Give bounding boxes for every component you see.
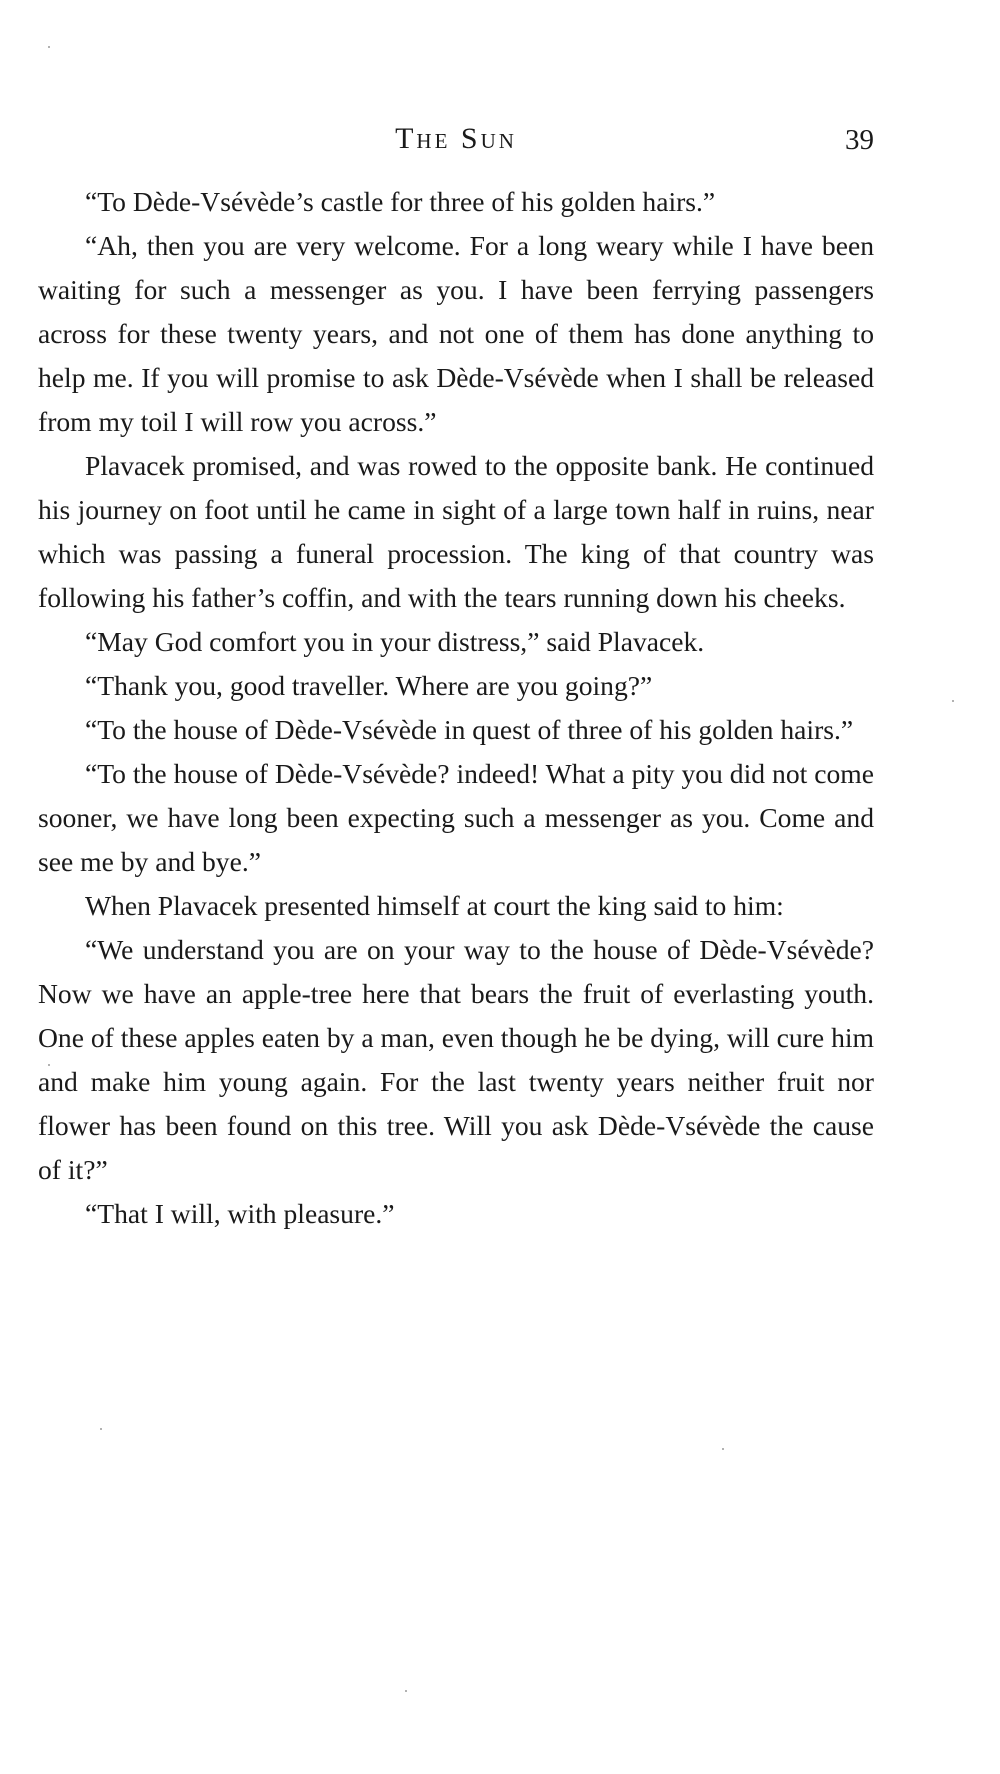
paragraph: “To the house of Dède-Vsévède? indeed! What a pity you did not come sooner, we have long been expecting such a messenger as you. Come and see me by and bye.” xyxy=(38,758,874,877)
paragraph: “To the house of Dède-Vsévède in quest of three of his golden hairs.” xyxy=(85,714,854,745)
paragraph: “May God comfort you in your distress,” said Plavacek. xyxy=(85,626,705,657)
paragraph: Plavacek promised, and was rowed to the opposite bank. He continued his journey on foot until he came in sight of a large town half in ruins, near which was passing a funeral procession. The king of that country was following his father’s coffin, and with the tears running down his cheeks. xyxy=(38,450,874,613)
scan-speck xyxy=(48,1064,50,1066)
scan-speck xyxy=(722,1448,724,1450)
page-body xyxy=(38,180,874,1236)
scan-speck xyxy=(48,46,50,48)
paragraph: When Plavacek presented himself at court the king said to him: xyxy=(85,890,784,921)
paragraph: “To Dède-Vsévède’s castle for three of his golden hairs.” xyxy=(85,186,716,217)
scan-speck xyxy=(100,1428,102,1430)
paragraph: “We understand you are on your way to the house of Dède-Vsévède? Now we have an apple-tree here that bears the fruit of everlasting youth. One of these apples eaten by a man, even though he be dying, will cure him and make him young again. For the last twenty years neither fruit nor flower has been found on this tree. Will you ask Dède-Vsévède the cause of it?” xyxy=(38,934,874,1185)
page-number: 39 xyxy=(845,124,874,156)
chapter-title: The Sun xyxy=(395,122,517,155)
scan-speck xyxy=(952,700,954,702)
paragraph: “Ah, then you are very welcome. For a long weary while I have been waiting for such a messenger as you. I have been ferrying passengers across for these twenty years, and not one of them has done anything to help me. If you will promise to ask Dède-Vsévède when I shall be released from my toil I will row you across.” xyxy=(38,230,874,437)
paragraph: “Thank you, good traveller. Where are you going?” xyxy=(85,670,653,701)
scan-speck xyxy=(405,1690,407,1692)
paragraph: “That I will, with pleasure.” xyxy=(85,1198,395,1229)
running-head xyxy=(38,122,874,162)
